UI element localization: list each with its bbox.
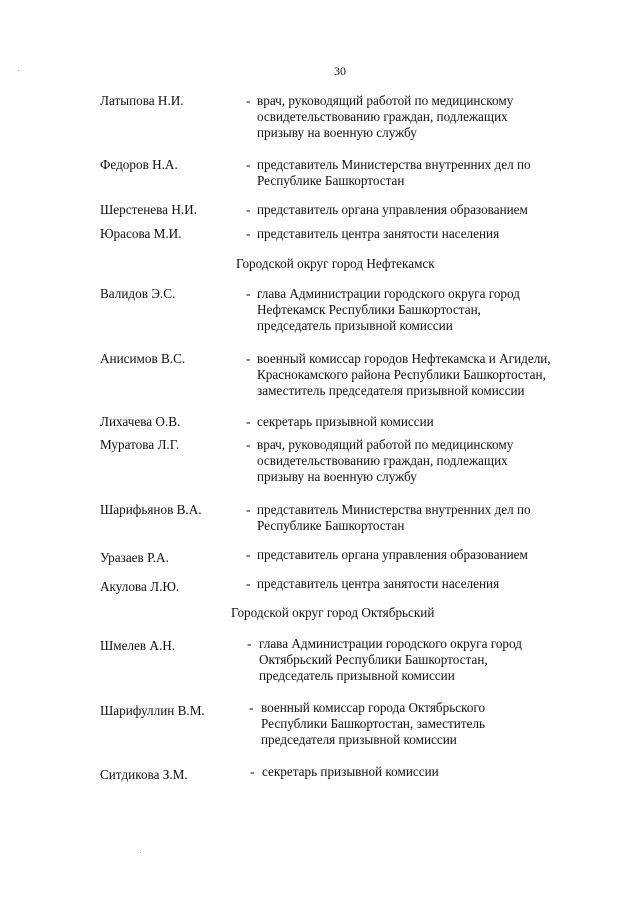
member-name: Уразаев Р.А. — [100, 550, 169, 565]
role-line: председатель призывной комиссии — [257, 318, 453, 333]
member-name: Анисимов В.С. — [100, 351, 186, 366]
role-line: секретарь призывной комиссии — [262, 764, 439, 779]
member-role — [257, 226, 499, 242]
role-line: Республике Башкортостан — [257, 518, 405, 533]
role-line: Республике Башкортостан — [257, 173, 405, 188]
role-line: Краснокамского района Республики Башкортостан, — [257, 367, 546, 382]
scan-speck — [140, 852, 141, 853]
member-role — [257, 437, 513, 485]
member-role — [259, 636, 522, 684]
role-line: представитель центра занятости населения — [257, 576, 500, 591]
member-role — [257, 351, 551, 399]
member-name: Шарифьянов В.А. — [100, 502, 202, 517]
role-line: Октябрьский Республики Башкортостан, — [259, 652, 488, 667]
member-role — [257, 576, 499, 592]
member-role — [257, 202, 528, 218]
role-line: призыву на военную службу — [257, 125, 417, 140]
dash: - — [246, 414, 251, 429]
member-name: Латыпова Н.И. — [100, 93, 184, 108]
role-line: представитель органа управления образованием — [257, 202, 528, 217]
dash: - — [246, 351, 251, 366]
member-role — [257, 502, 531, 534]
role-line: Республики Башкортостан, заместитель — [261, 716, 486, 731]
member-role — [257, 93, 513, 141]
role-line: Нефтекамск Республики Башкортостан, — [257, 302, 481, 317]
member-role — [257, 414, 434, 430]
role-line: призыву на военную службу — [257, 469, 417, 484]
member-name: Муратова Л.Г. — [100, 437, 180, 452]
dash: - — [250, 764, 255, 779]
dash: - — [246, 157, 251, 172]
dash: - — [246, 93, 251, 108]
role-line: заместитель председателя призывной комиссии — [257, 383, 525, 398]
section-heading: Городской округ город Нефтекамск — [236, 256, 435, 271]
section-heading: Городской округ город Октябрьский — [231, 605, 435, 620]
dash: - — [246, 547, 251, 562]
role-line: военный комиссар городов Нефтекамска и Агидели, — [257, 351, 551, 366]
role-line: председателя призывной комиссии — [261, 732, 457, 747]
role-line: представитель центра занятости населения — [257, 226, 500, 241]
role-line: председатель призывной комиссии — [259, 668, 455, 683]
page-number: 30 — [334, 64, 346, 78]
dash: - — [249, 700, 254, 715]
dash: - — [246, 286, 251, 301]
dash: - — [246, 576, 251, 591]
member-role — [262, 764, 439, 780]
scan-speck — [18, 70, 19, 71]
role-line: военный комиссар города Октябрьского — [261, 700, 486, 715]
member-name: Шерстенева Н.И. — [100, 202, 197, 217]
member-role — [257, 157, 531, 189]
member-name: Шарифуллин В.М. — [100, 703, 205, 718]
dash: - — [246, 502, 251, 517]
role-line: освидетельствованию граждан, подлежащих — [257, 109, 508, 124]
member-name: Федоров Н.А. — [100, 157, 178, 172]
dash: - — [246, 226, 251, 241]
member-name: Акулова Л.Ю. — [100, 579, 180, 594]
role-line: представитель Министерства внутренних дел по — [257, 157, 531, 172]
dash: - — [247, 636, 252, 651]
dash: - — [246, 202, 251, 217]
member-name: Лихачева О.В. — [100, 414, 181, 429]
member-name: Валидов Э.С. — [100, 286, 176, 301]
member-role — [261, 700, 485, 748]
member-role — [257, 547, 528, 563]
member-role — [257, 286, 520, 334]
member-name: Юрасова М.И. — [100, 226, 182, 241]
role-line: представитель Министерства внутренних дел по — [257, 502, 531, 517]
role-line: глава Администрации городского округа город — [257, 286, 520, 301]
role-line: представитель органа управления образованием — [257, 547, 528, 562]
role-line: освидетельствованию граждан, подлежащих — [257, 453, 508, 468]
dash: - — [246, 437, 251, 452]
role-line: врач, руководящий работой по медицинскому — [257, 93, 514, 108]
role-line: секретарь призывной комиссии — [257, 414, 434, 429]
role-line: глава Администрации городского округа город — [259, 636, 522, 651]
member-name: Ситдикова З.М. — [100, 767, 188, 782]
role-line: врач, руководящий работой по медицинскому — [257, 437, 514, 452]
member-name: Шмелев А.Н. — [100, 638, 176, 653]
